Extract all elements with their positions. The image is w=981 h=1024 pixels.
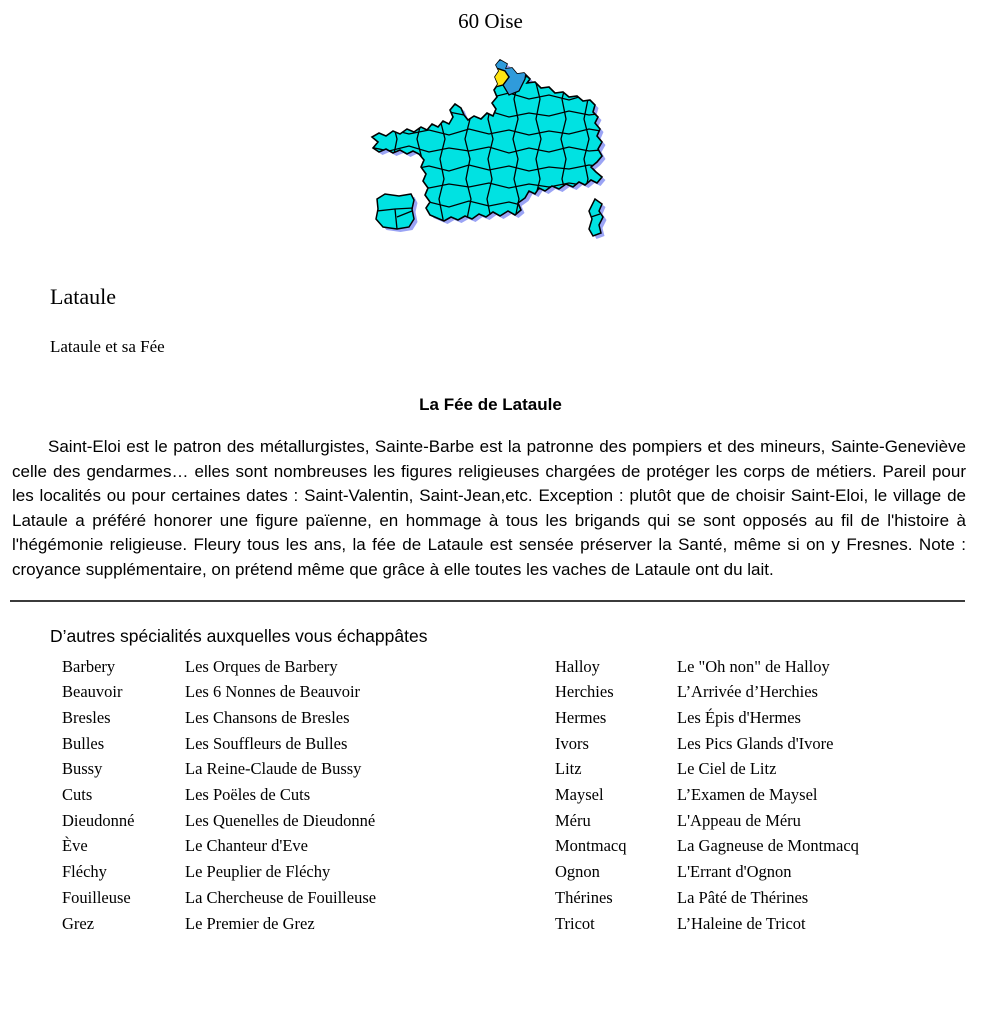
place-cell: Barbery [62, 656, 116, 676]
place-cell: Ognon [555, 862, 600, 882]
table-row [62, 679, 971, 705]
specialty-cell: Le Chanteur d'Eve [185, 836, 309, 856]
place-cell: Maysel [555, 785, 604, 805]
table-row [62, 808, 971, 834]
place-cell: Bresles [62, 707, 111, 727]
specialty-cell: L'Errant d'Ognon [677, 862, 792, 882]
table-row [62, 756, 971, 782]
neighbor-department-north [457, 59, 493, 75]
place-cell: Thérines [555, 887, 613, 907]
table-row [62, 705, 971, 731]
place-cell: Montmacq [555, 836, 627, 856]
place-cell: Bulles [62, 733, 105, 753]
region-heading: Lataule [50, 284, 116, 309]
place-cell: Tricot [555, 913, 595, 933]
place-cell: Cuts [62, 785, 93, 805]
specialty-cell: L’Haleine de Tricot [677, 913, 806, 933]
table-row [62, 833, 971, 859]
place-cell: Beauvoir [62, 682, 123, 702]
france-map-container [369, 59, 613, 240]
place-cell: Fouilleuse [62, 887, 131, 907]
specialty-cell: La Reine-Claude de Bussy [185, 759, 362, 779]
specialty-cell: L'Appeau de Méru [677, 810, 801, 830]
specialty-cell: Les Poëles de Cuts [185, 785, 311, 805]
place-cell: Bussy [62, 759, 103, 779]
specialty-cell: Les Orques de Barbery [185, 656, 338, 676]
specialty-cell: Les Souffleurs de Bulles [185, 733, 348, 753]
table-row [62, 731, 971, 757]
specialty-cell: Les Épis d'Hermes [677, 707, 801, 727]
specialty-cell: L’Arrivée d’Herchies [677, 682, 818, 702]
specialty-cell: Les Chansons de Bresles [185, 707, 350, 727]
table-row [62, 654, 971, 680]
specialty-cell: L’Examen de Maysel [677, 785, 818, 805]
specialty-cell: Le Ciel de Litz [677, 759, 777, 779]
place-cell: Herchies [555, 682, 614, 702]
specialty-cell: Les Quenelles de Dieudonné [185, 810, 376, 830]
table-row [62, 782, 971, 808]
specialties-table [0, 654, 981, 937]
specialty-cell: Le Premier de Grez [185, 913, 315, 933]
idf-inset [376, 194, 414, 229]
specialties-heading: D’autres spécialités auxquelles vous échappâtes [50, 625, 428, 646]
table-row [62, 859, 971, 885]
place-cell: Ève [62, 836, 88, 856]
place-cell: Dieudonné [62, 810, 135, 830]
region-subheading: Lataule et sa Fée [50, 337, 165, 356]
story-paragraph: Saint-Eloi est le patron des métallurgistes, Sainte-Barbe est la patronne des pompiers et des mineurs, Sainte-Geneviève celle des gendarmes… elles sont nombreuses les figures religieuses chargées de protéger les corps de métiers. Pareil pour les localités ou pour certaines dates : Saint-Valentin, Saint-Jean,etc. Exception : plutôt que de choisir Saint-Eloi, le village de Lataule a préféré honorer une figure païenne, en hommage à tous les brigands qui se sont opposés au fil de l'histoire à l'hégémonie religieuse. Fleury tous les ans, la fée de Lataule est sensée préserver la Santé, même si on y Fresnes. Note : croyance supplémentaire, on prétend même que grâce à elle toutes les vaches de Lataule ont du lait. [12, 437, 966, 579]
france-departments-map [369, 59, 613, 240]
page-title: 60 Oise [458, 9, 523, 33]
place-cell: Grez [62, 913, 95, 933]
specialty-cell: La Pâté de Thérines [677, 887, 809, 907]
corsica [589, 199, 603, 236]
table-row [62, 885, 971, 911]
place-cell: Ivors [555, 733, 589, 753]
story-title: La Fée de Lataule [419, 395, 562, 414]
specialty-cell: Les 6 Nonnes de Beauvoir [185, 682, 361, 702]
oise-department-highlight [475, 67, 509, 88]
horizontal-rule [10, 600, 965, 602]
specialty-cell: Les Pics Glands d'Ivore [677, 733, 834, 753]
specialty-cell: La Gagneuse de Montmacq [677, 836, 859, 856]
place-cell: Hermes [555, 707, 607, 727]
specialty-cell: Le "Oh non" de Halloy [677, 656, 830, 676]
place-cell: Halloy [555, 656, 600, 676]
place-cell: Méru [555, 810, 591, 830]
specialty-cell: Le Peuplier de Fléchy [185, 862, 331, 882]
table-row [62, 911, 971, 937]
specialty-cell: La Chercheuse de Fouilleuse [185, 887, 377, 907]
place-cell: Litz [555, 759, 582, 779]
place-cell: Fléchy [62, 862, 107, 882]
